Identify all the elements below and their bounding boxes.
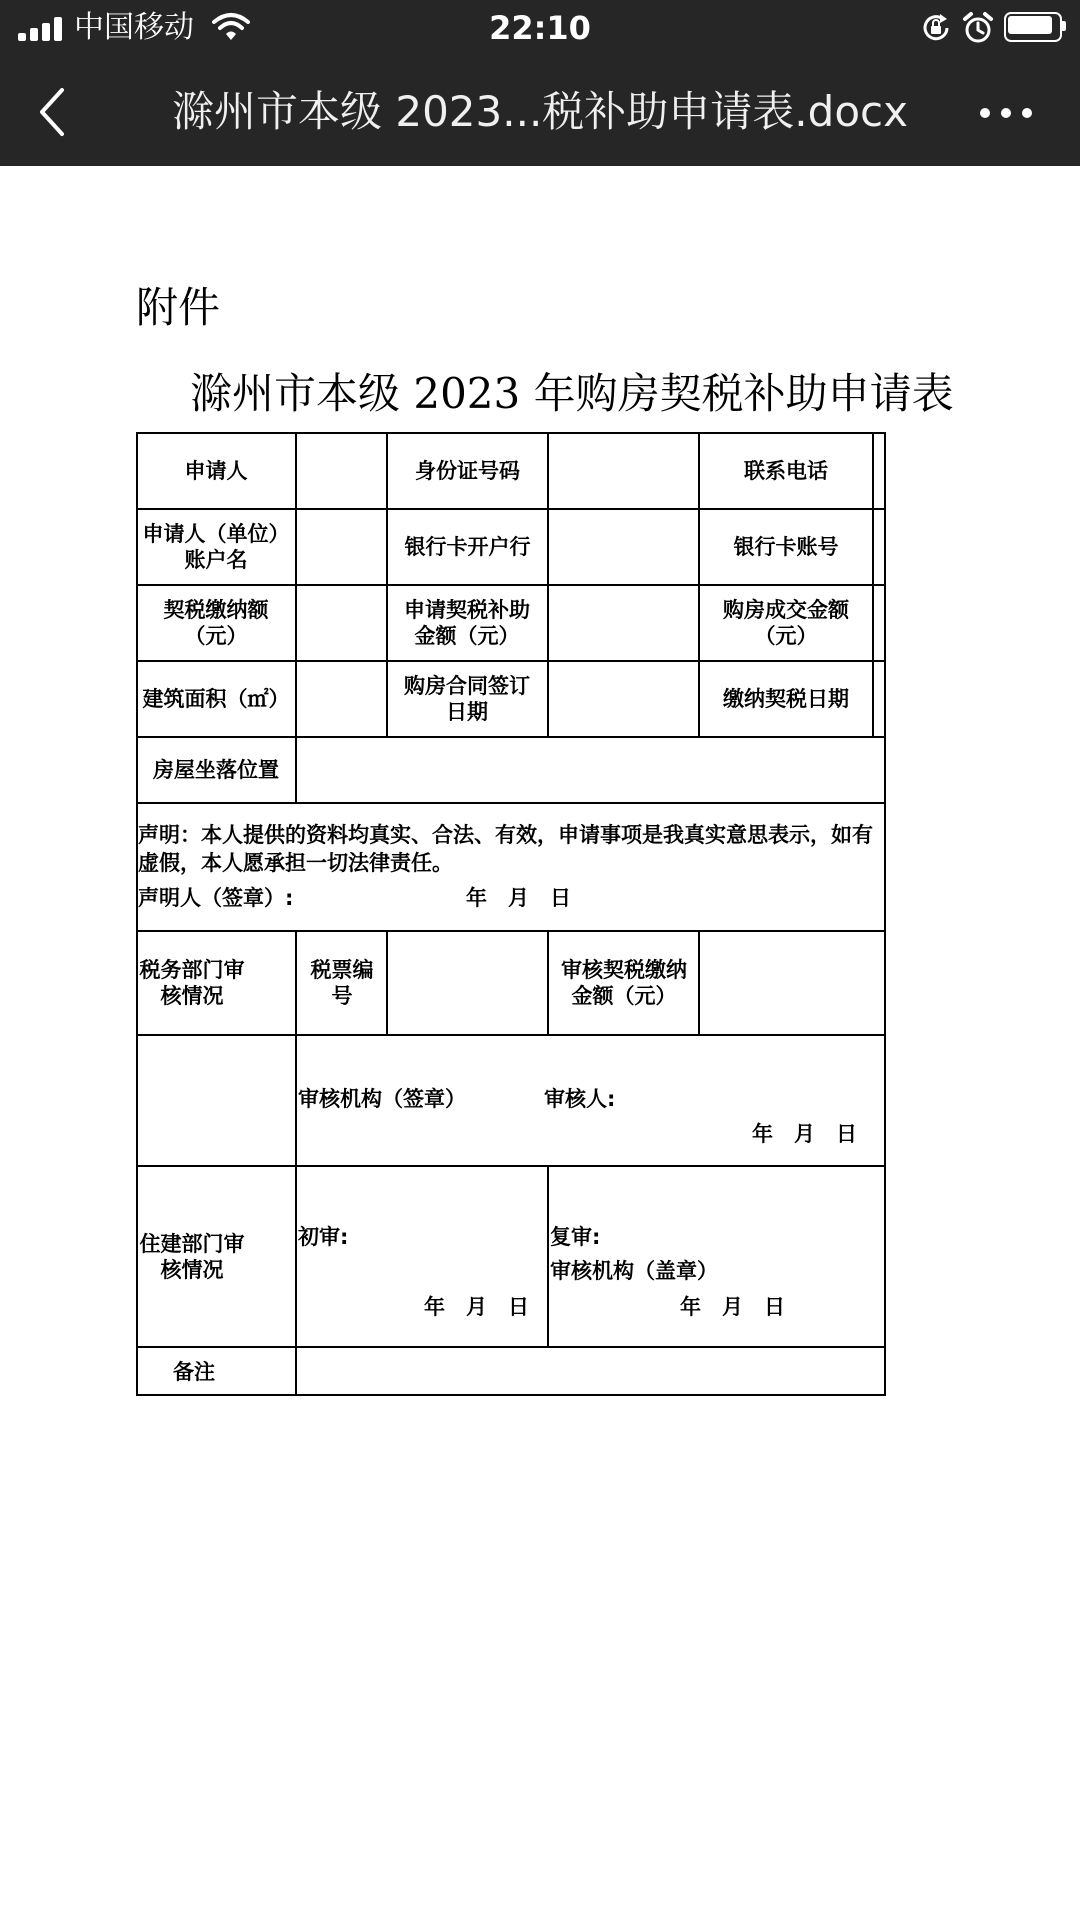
form-title: 滁州市本级 2023 年购房契税补助申请表 [190,369,954,418]
label-tax-date: 缴纳契税日期 [723,687,849,711]
attachment-label: 附件 [136,283,221,332]
alarm-icon [962,11,994,45]
label-applicant: 申请人 [184,458,248,483]
status-bar [0,0,1080,56]
label-subsidy-amount: 申请契税补助金额（元） [404,598,530,648]
tax-reviewer: 审核人: [544,1087,616,1111]
label-account-name: 申请人（单位）账户名 [142,522,290,572]
first-review-label: 初审: [298,1225,349,1249]
more-icon[interactable] [976,102,1036,122]
label-building-area: 建筑面积（㎡） [142,687,290,711]
second-review-label: 复审: [550,1225,601,1249]
declaration-text: 声明：本人提供的资料均真实、合法、有效，申请事项是我真实意思表示，如有虚假，本人愿承担一切法律责任。 [138,823,873,875]
label-bank: 银行卡开户行 [404,535,531,559]
label-bank-account: 银行卡账号 [733,535,839,559]
label-tax-review: 税务部门审核情况 [139,958,245,1008]
label-housing-review: 住建部门审核情况 [139,1231,245,1282]
top-bar [0,0,1080,166]
nav-bar [0,62,1080,162]
label-phone: 联系电话 [744,458,828,483]
back-chevron-icon[interactable] [32,86,76,138]
label-remarks: 备注 [173,1359,215,1384]
clock: 22:10 [489,9,591,47]
battery-icon [1004,12,1068,42]
label-house-location: 房屋坐落位置 [153,758,279,782]
tax-org-sign: 审核机构（签章） [298,1087,466,1111]
document-title: 滁州市本级 2023...税补助申请表.docx [172,87,908,136]
label-purchase-amount: 购房成交金额（元） [723,598,849,648]
housing-org-seal: 审核机构（盖章） [550,1259,718,1283]
declaration-date: 年 月 日 [466,886,571,910]
application-form-table [136,432,886,1396]
label-contract-date: 购房合同签订日期 [404,674,530,724]
rotation-lock-icon [920,12,952,44]
second-review-date: 年 月 日 [680,1295,785,1319]
carrier-name: 中国移动 [74,10,194,45]
tax-review-date: 年 月 日 [752,1122,857,1146]
first-review-date: 年 月 日 [424,1295,529,1319]
declaration-signer: 声明人（签章）: [138,886,294,910]
label-tax-paid: 契税缴纳额（元） [163,598,269,648]
label-verified-amount: 审核契税缴纳金额（元） [561,958,687,1008]
label-ticket-number: 税票编号 [310,958,374,1008]
label-id-number: 身份证号码 [415,458,520,483]
